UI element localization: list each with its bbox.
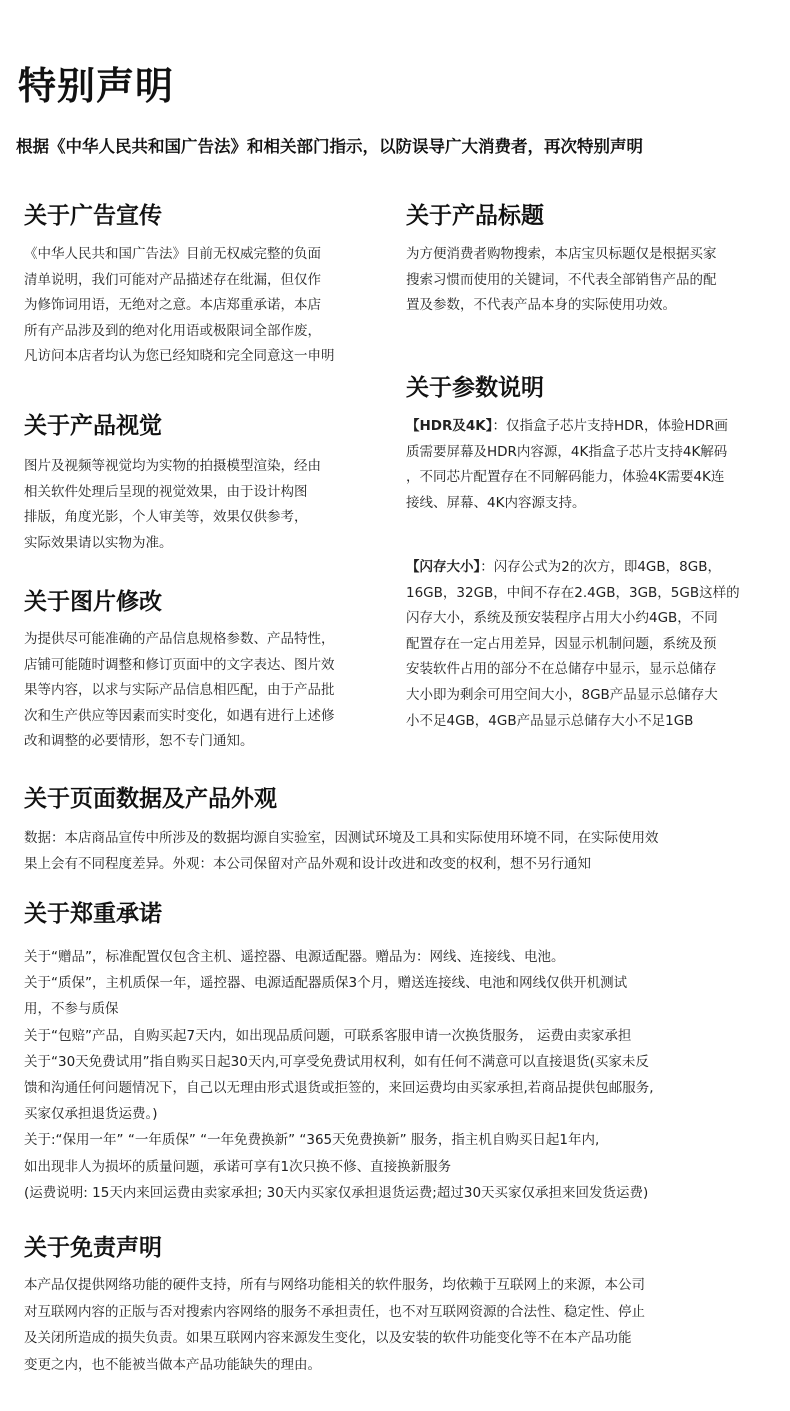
flash-label: 【闪存大小】 [406, 559, 481, 575]
image-edit-line: 次和生产供应等因素而实时变化，如遇有进行上述修 [24, 707, 335, 724]
visual-body [24, 454, 321, 556]
flash-line: 16GB，32GB，中间不存在2.4GB，3GB，5GB这样的 [406, 584, 740, 601]
promise-line: (运费说明: 15天内来回运费由卖家承担; 30天内买家仅承担退货运费;超过30天买家仅承担来回发货运费) [24, 1184, 649, 1201]
page-data-heading: 关于页面数据及产品外观 [24, 786, 277, 812]
promise-line: 买家仅承担退货运费。) [24, 1106, 158, 1123]
ad-line: 清单说明，我们可能对产品描述存在纰漏，但仅作 [24, 271, 321, 288]
page-data-body [24, 826, 659, 877]
promise-line: 关于“包赔”产品，自购买起7天内，如出现品质问题，可联系客服申请一次换货服务， 运费由卖家承担 [24, 1027, 632, 1044]
promise-heading: 关于郑重承诺 [24, 901, 162, 927]
ad-heading: 关于广告宣传 [24, 203, 162, 229]
hdr-line: 接线、屏幕、4K内容源支持。 [406, 494, 586, 511]
visual-line: 图片及视频等视觉均为实物的拍摄模型渲染，经由 [24, 458, 321, 474]
disclaimer-line: 对互联网内容的正版与否对搜索内容网络的服务不承担责任，也不对互联网资源的合法性、稳定性、停止 [24, 1303, 645, 1320]
intro-statement: 根据《中华人民共和国广告法》和相关部门指示，以防误导广大消费者，再次特别声明 [16, 137, 643, 156]
disclaimer-line: 变更之内，也不能被当做本产品功能缺失的理由。 [24, 1356, 321, 1373]
visual-line: 相关软件处理后呈现的视觉效果，由于设计构图 [24, 483, 308, 500]
disclaimer-heading: 关于免责声明 [24, 1235, 162, 1261]
ad-line: 《中华人民共和国广告法》目前无权威完整的负面 [24, 246, 321, 262]
flash-line: 小不足4GB，4GB产品显示总储存大小不足1GB [406, 712, 694, 729]
product-title-heading: 关于产品标题 [406, 203, 544, 229]
visual-heading: 关于产品视觉 [24, 413, 162, 439]
image-edit-line: 改和调整的必要情形，恕不专门通知。 [24, 733, 254, 750]
visual-line: 实际效果请以实物为准。 [24, 534, 173, 551]
params-flash-body [406, 555, 740, 734]
flash-line: 大小即为剩余可用空间大小，8GB产品显示总储存大 [406, 686, 718, 703]
promise-line: 馈和沟通任何问题情况下，自己以无理由形式退货或拒签的，来回运费均由买家承担,若商品提供包邮服务, [24, 1080, 654, 1097]
product-title-body [406, 242, 717, 319]
promise-line: 关于“30天免费试用”指自购买日起30天内,可享受免费试用权利，如有任何不满意可以直接退货(买家未反 [24, 1053, 649, 1070]
promise-line: 如出现非人为损坏的质量问题，承诺可享有1次只换不修、直接换新服务 [24, 1158, 452, 1175]
disclaimer-body [24, 1272, 645, 1378]
promise-line: 用，不参与质保 [24, 1001, 119, 1018]
disclaimer-line: 及关闭所造成的损失负责。如果互联网内容来源发生变化，以及安装的软件功能变化等不在本产品功能 [24, 1330, 632, 1346]
image-edit-line: 店铺可能随时调整和修订页面中的文字表达、图片效 [24, 656, 335, 673]
flash-line: 配置存在一定占用差异，因显示机制问题，系统及预 [406, 635, 717, 652]
ad-line: 为修饰词用语，无绝对之意。本店郑重承诺，本店 [24, 297, 321, 314]
hdr-line: ：仅指盒子芯片支持HDR，体验HDR画 [492, 418, 728, 434]
image-edit-line: 果等内容，以求与实际产品信息相匹配，由于产品批 [24, 682, 335, 699]
image-edit-line: 为提供尽可能准确的产品信息规格参数、产品特性， [24, 631, 335, 647]
params-heading: 关于参数说明 [406, 375, 544, 401]
promise-body [24, 944, 654, 1206]
ad-body [24, 242, 335, 370]
ad-line: 所有产品涉及到的绝对化用语或极限词全部作废， [24, 322, 321, 339]
image-edit-heading: 关于图片修改 [24, 589, 162, 615]
hdr-line: 质需要屏幕及HDR内容源，4K指盒子芯片支持4K解码 [406, 443, 728, 460]
product-title-line: 为方便消费者购物搜索，本店宝贝标题仅是根据买家 [406, 246, 717, 262]
promise-line: 关于:“保用一年” “一年质保” “一年免费换新” “365天免费换新” 服务，指主机自购买日起1年内, [24, 1132, 600, 1149]
product-title-line: 置及参数，不代表产品本身的实际使用功效。 [406, 297, 676, 314]
ad-line: 凡访问本店者均认为您已经知晓和完全同意这一申明 [24, 348, 335, 365]
page-title: 特别声明 [18, 64, 175, 108]
promise-line: 关于“质保”，主机质保一年，遥控器、电源适配器质保3个月，赠送连接线、电池和网线仅供开机测试 [24, 975, 628, 992]
flash-line: 安装软件占用的部分不在总储存中显示，显示总储存 [406, 661, 717, 678]
page-data-line: 果上会有不同程度差异。外观：本公司保留对产品外观和设计改进和改变的权利，想不另行通知 [24, 855, 591, 872]
image-edit-body [24, 627, 335, 755]
hdr-line: ，不同芯片配置存在不同解码能力，体验4K需要4K连 [406, 469, 725, 486]
promise-line: 关于“赠品”，标准配置仅包含主机、遥控器、电源适配器。赠品为：网线、连接线、电池。 [24, 949, 565, 965]
flash-line: 闪存大小，系统及预安装程序占用大小约4GB，不同 [406, 610, 718, 627]
disclaimer-line: 本产品仅提供网络功能的硬件支持，所有与网络功能相关的软件服务，均依赖于互联网上的来源，本公司 [24, 1277, 645, 1293]
page-data-line: 数据：本店商品宣传中所涉及的数据均源自实验室，因测试环境及工具和实际使用环境不同，在实际使用效 [24, 830, 659, 846]
visual-line: 排版，角度光影，个人审美等，效果仅供参考， [24, 509, 308, 526]
hdr-label: 【HDR及4K】 [406, 418, 493, 434]
product-title-line: 搜索习惯而使用的关键词，不代表全部销售产品的配 [406, 271, 717, 288]
flash-line: ：闪存公式为2的次方，即4GB，8GB， [480, 559, 721, 575]
params-hdr-body [406, 414, 728, 516]
